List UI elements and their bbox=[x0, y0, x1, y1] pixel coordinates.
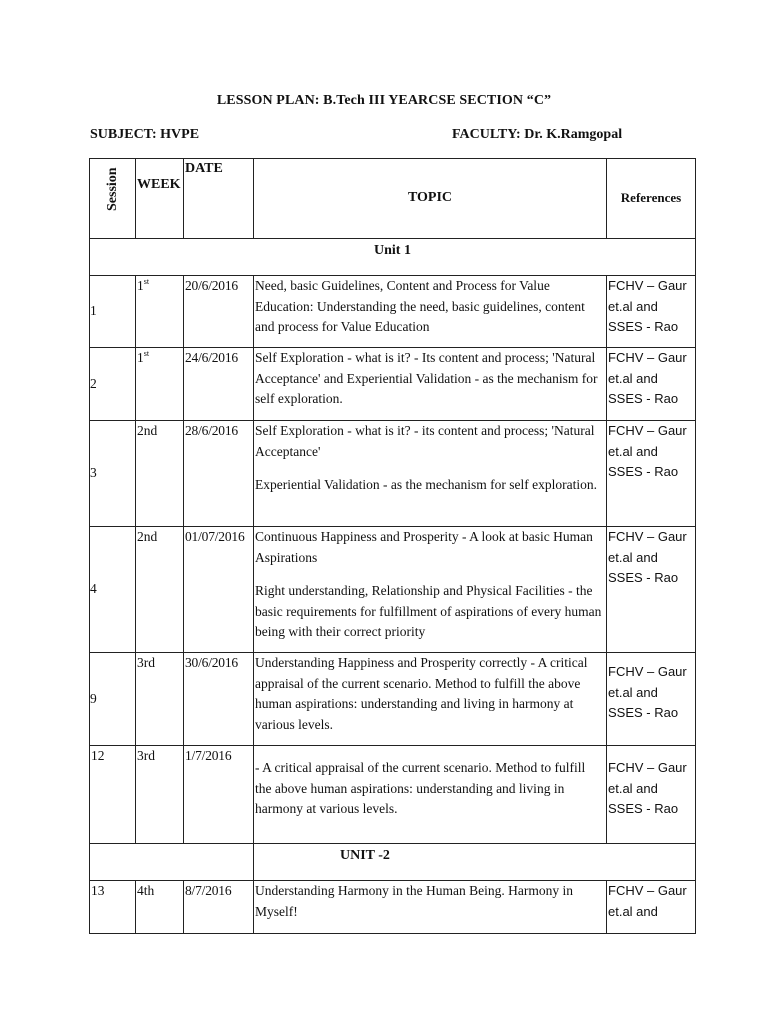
references-cell bbox=[607, 881, 696, 934]
session-number: 4 bbox=[90, 527, 136, 653]
reference-line: SSES - Rao bbox=[608, 319, 679, 334]
date-cell: 1/7/2016 bbox=[184, 746, 254, 844]
week-cell bbox=[136, 746, 184, 844]
unit-row bbox=[90, 239, 696, 276]
page-title: LESSON PLAN: B.Tech III YEARCSE SECTION “C” bbox=[216, 93, 552, 108]
references-cell bbox=[607, 527, 696, 653]
subject-label: SUBJECT: HVPE bbox=[90, 127, 200, 142]
date-cell: 28/6/2016 bbox=[184, 421, 254, 527]
week-cell bbox=[136, 421, 184, 527]
references-cell bbox=[607, 421, 696, 527]
week-number: 1 bbox=[137, 350, 144, 365]
week-number: 2nd bbox=[137, 529, 158, 544]
unit-row bbox=[90, 844, 696, 881]
unit-2-label: UNIT -2 bbox=[254, 844, 696, 881]
table-row bbox=[90, 348, 696, 421]
session-number: 12 bbox=[90, 746, 136, 844]
header-session: Session bbox=[105, 167, 120, 211]
session-number: 1 bbox=[90, 276, 136, 348]
unit-1-label: Unit 1 bbox=[90, 239, 696, 276]
reference-line: FCHV – Gaur bbox=[608, 350, 687, 365]
topic-text: Experiential Validation - as the mechanism for self exploration. bbox=[255, 477, 598, 492]
table-row bbox=[90, 421, 696, 527]
topic-text: Understanding Happiness and Prosperity correctly - A critical appraisal of the current scenario. Method to fulfill the above human aspirations: understanding and living in harmony at various levels. bbox=[255, 655, 588, 732]
reference-line: et.al and bbox=[608, 443, 658, 459]
reference-line: FCHV – Gaur bbox=[608, 529, 687, 544]
topic-text: - A critical appraisal of the current scenario. Method to fulfill the above human aspirations: understanding and living in harmony at various levels. bbox=[255, 760, 586, 816]
reference-line: et.al and bbox=[608, 780, 658, 796]
table-row bbox=[90, 276, 696, 348]
session-number: 9 bbox=[90, 653, 136, 746]
topic-text: Self Exploration - what is it? - Its content and process; 'Natural Acceptance' and Experiential Validation - as the mechanism for self exploration. bbox=[255, 350, 598, 406]
table-row bbox=[90, 881, 696, 934]
reference-line: et.al and bbox=[608, 684, 658, 700]
table-row bbox=[90, 746, 696, 844]
header-topic: TOPIC bbox=[254, 159, 607, 239]
reference-line: SSES - Rao bbox=[608, 801, 679, 816]
topic-text: Right understanding, Relationship and Physical Facilities - the basic requirements for fulfillment of aspirations of every human being with their correct priority bbox=[255, 583, 602, 639]
week-number: 4th bbox=[137, 883, 155, 898]
session-number: 2 bbox=[90, 348, 136, 421]
references-cell bbox=[607, 746, 696, 844]
table-row bbox=[90, 527, 696, 653]
date-cell: 8/7/2016 bbox=[184, 881, 254, 934]
reference-line: SSES - Rao bbox=[608, 391, 679, 406]
unit-blank-cell bbox=[90, 844, 254, 881]
week-cell bbox=[136, 881, 184, 934]
topic-text: Understanding Harmony in the Human Being. Harmony in Myself! bbox=[255, 883, 573, 919]
header-session-cell bbox=[90, 159, 136, 239]
reference-line: SSES - Rao bbox=[608, 464, 679, 479]
reference-line: et.al and bbox=[608, 903, 658, 919]
week-cell bbox=[136, 653, 184, 746]
reference-line: FCHV – Gaur bbox=[608, 278, 687, 293]
header-references: References bbox=[607, 159, 696, 239]
reference-line: et.al and bbox=[608, 298, 658, 314]
topic-cell bbox=[254, 653, 607, 746]
header-date: DATE bbox=[184, 159, 254, 239]
topic-text: Self Exploration - what is it? - its content and process; 'Natural Acceptance' bbox=[255, 423, 595, 459]
references-cell bbox=[607, 276, 696, 348]
topic-cell bbox=[254, 746, 607, 844]
references-cell bbox=[607, 348, 696, 421]
reference-line: FCHV – Gaur bbox=[608, 423, 687, 438]
topic-cell bbox=[254, 527, 607, 653]
week-suffix: st bbox=[143, 277, 150, 286]
reference-line: et.al and bbox=[608, 370, 658, 386]
topic-cell bbox=[254, 276, 607, 348]
date-cell: 24/6/2016 bbox=[184, 348, 254, 421]
lesson-plan-table bbox=[89, 158, 696, 934]
week-suffix: st bbox=[143, 349, 150, 358]
week-cell bbox=[136, 348, 184, 421]
table-header-row bbox=[90, 159, 696, 239]
references-cell bbox=[607, 653, 696, 746]
table-row bbox=[90, 653, 696, 746]
header-week: WEEK bbox=[136, 159, 184, 239]
topic-text: Need, basic Guidelines, Content and Process for Value Education: Understanding the need, basic guidelines, content and process for Value Education bbox=[255, 278, 585, 334]
reference-line: SSES - Rao bbox=[608, 705, 679, 720]
week-number: 1 bbox=[137, 278, 144, 293]
topic-cell bbox=[254, 881, 607, 934]
reference-line: FCHV – Gaur bbox=[608, 883, 687, 898]
week-number: 3rd bbox=[137, 655, 155, 670]
reference-line: SSES - Rao bbox=[608, 570, 679, 585]
date-cell: 30/6/2016 bbox=[184, 653, 254, 746]
week-number: 3rd bbox=[137, 748, 155, 763]
session-number: 3 bbox=[90, 421, 136, 527]
date-cell: 01/07/2016 bbox=[184, 527, 254, 653]
date-cell: 20/6/2016 bbox=[184, 276, 254, 348]
session-number: 13 bbox=[90, 881, 136, 934]
week-cell bbox=[136, 527, 184, 653]
topic-text: Continuous Happiness and Prosperity - A look at basic Human Aspirations bbox=[255, 529, 593, 565]
topic-cell bbox=[254, 421, 607, 527]
week-cell bbox=[136, 276, 184, 348]
topic-cell bbox=[254, 348, 607, 421]
reference-line: et.al and bbox=[608, 549, 658, 565]
week-number: 2nd bbox=[137, 423, 158, 438]
reference-line: FCHV – Gaur bbox=[608, 760, 687, 775]
faculty-label: FACULTY: Dr. K.Ramgopal bbox=[452, 127, 623, 142]
reference-line: FCHV – Gaur bbox=[608, 664, 687, 679]
